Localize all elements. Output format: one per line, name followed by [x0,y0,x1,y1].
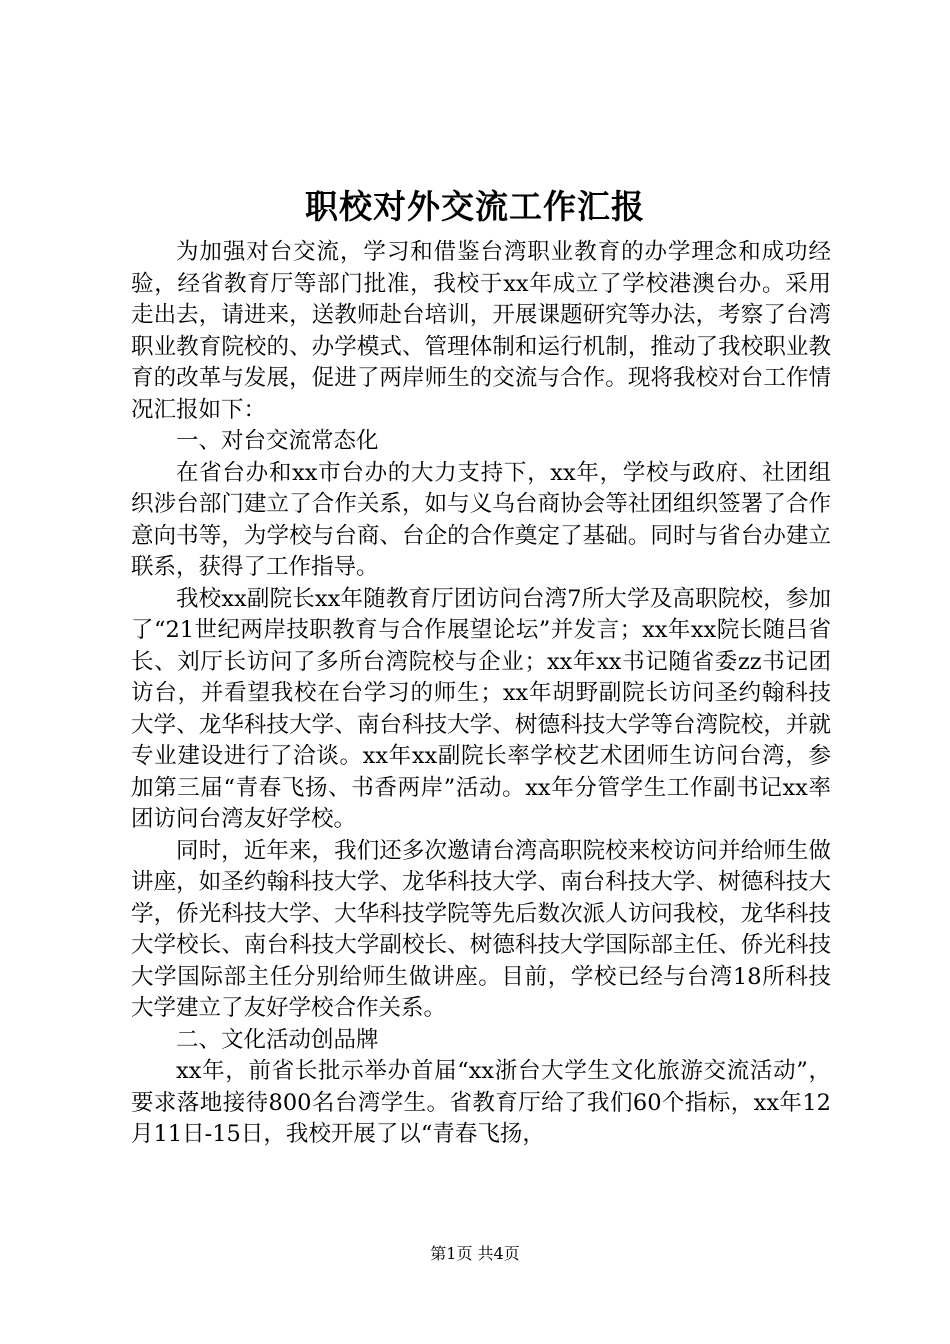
section-heading-2: 二、文化活动创品牌 [176,1026,379,1053]
paragraph-support: 在省台办和xx市台办的大力支持下，xx年，学校与政府、社团组织涉台部门建立了合作关系，如与义乌台商协会等社团组织签署了合作意向书等，为学校与台商、台企的合作奠定了基础。同时与省台办建立联系，获得了工作指导。 [131,459,831,580]
paragraph-lectures: 同时，近年来，我们还多次邀请台湾高职院校来校访问并给师生做讲座，如圣约翰科技大学、龙华科技大学、南台科技大学、树德科技大学，侨光科技大学、大华科技学院等先后数次派人访问我校，龙华科技大学校长、南台科技大学副校长、树德科技大学国际部主任、侨光科技大学国际部主任分别给师生做讲座。目前，学校已经与台湾18所科技大学建立了友好学校合作关系。 [131,837,831,1021]
paragraph-intro: 为加强对台交流，学习和借鉴台湾职业教育的办学理念和成功经验，经省教育厅等部门批准，我校于xx年成立了学校港澳台办。采用走出去，请进来，送教师赴台培训，开展课题研究等办法，考察了台湾职业教育院校的、办学模式、管理体制和运行机制，推动了我校职业教育的改革与发展，促进了两岸师生的交流与合作。现将我校对台工作情况汇报如下： [131,239,831,423]
paragraph-visits: 我校xx副院长xx年随教育厅团访问台湾7所大学及高职院校，参加了“21世纪两岸技职教育与合作展望论坛”并发言；xx年xx院长随吕省长、刘厅长访问了多所台湾院校与企业；xx年xx书记随省委zz书记团访台，并看望我校在台学习的师生；xx年胡野副院长访问圣约翰科技大学、龙华科技大学、南台科技大学、树德科技大学等台湾院校，并就专业建设进行了洽谈。xx年xx副院长率学校艺术团师生访问台湾，参加第三届“青春飞扬、书香两岸”活动。xx年分管学生工作副书记xx率团访问台湾友好学校。 [131,585,831,832]
paragraph-culture: xx年，前省长批示举办首届“xx浙台大学生文化旅游交流活动”，要求落地接待800名台湾学生。省教育厅给了我们60个指标，xx年12月11日-15日，我校开展了以“青春飞扬， [131,1058,831,1147]
document-body [131,237,831,1151]
document-title: 职校对外交流工作汇报 [305,187,645,226]
page-footer: 第1页 共4页 [430,1244,520,1263]
section-heading-1: 一、对台交流常态化 [176,428,379,454]
